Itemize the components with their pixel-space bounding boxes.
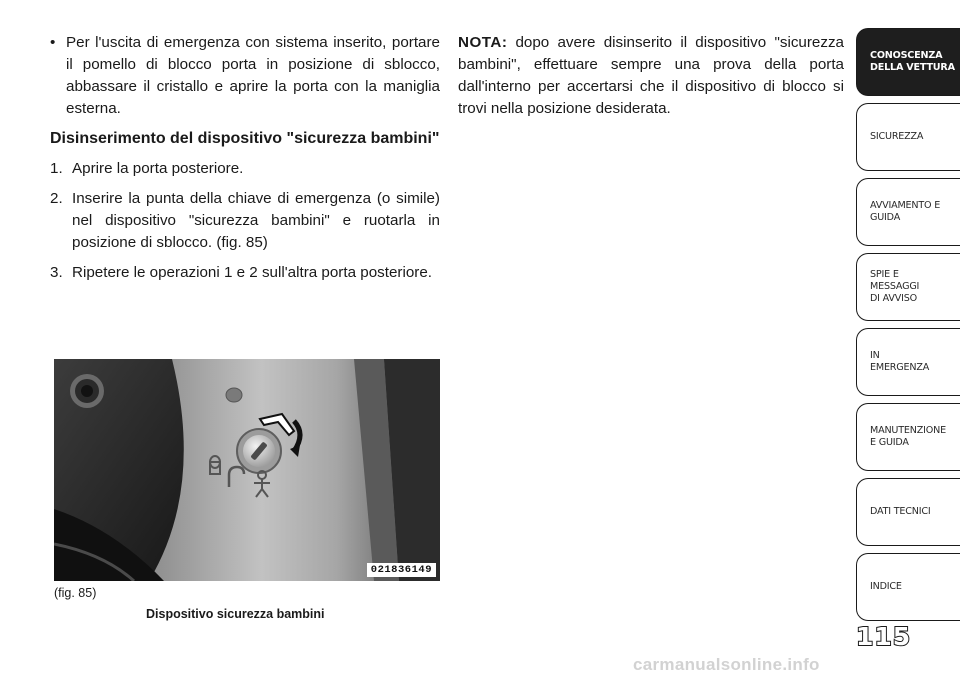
- figure-code: 021836149: [367, 563, 436, 577]
- step-number: 1.: [50, 160, 63, 177]
- door-edge-photo: [54, 359, 440, 581]
- step-text: Ripetere le operazioni 1 e 2 sull'altra porta posteriore.: [72, 264, 433, 281]
- tab-dati-tecnici[interactable]: DATI TECNICI: [856, 478, 960, 546]
- step-text: Inserire la punta della chiave di emergenza (o simile) nel dispositivo "sicurezza bambini" e ruotarla in posizione di sblocco. (fig. 85): [72, 190, 440, 251]
- chapter-tabs: [856, 28, 960, 628]
- bullet-item: [50, 32, 440, 120]
- step-number: 3.: [50, 264, 63, 281]
- tab-manutenzione[interactable]: MANUTENZIONE E GUIDA: [856, 403, 960, 471]
- bullet-text: Per l'uscita di emergenza con sistema inserito, portare il pomello di blocco porta in posizione di sblocco, abbassare il cristallo e aprire la porta con la maniglia esterna.: [66, 34, 440, 117]
- tab-avviamento-e-guida[interactable]: AVVIAMENTO E GUIDA: [856, 178, 960, 246]
- section-heading: Disinserimento del dispositivo "sicurezza bambini": [50, 130, 440, 147]
- page-number: 115: [856, 622, 912, 651]
- right-column: [458, 32, 844, 120]
- step-item: [50, 188, 440, 254]
- tab-in-emergenza[interactable]: IN EMERGENZA: [856, 328, 960, 396]
- step-number: 2.: [50, 190, 63, 207]
- tab-conoscenza-della-vettura[interactable]: CONOSCENZA DELLA VETTURA: [856, 28, 960, 96]
- step-item: [50, 158, 440, 180]
- tab-indice[interactable]: INDICE: [856, 553, 960, 621]
- tab-spie-e-messaggi[interactable]: SPIE E MESSAGGI DI AVVISO: [856, 253, 960, 321]
- figure-child-lock-photo: [54, 359, 440, 581]
- step-item: [50, 262, 440, 284]
- figure-reference: (fig. 85): [54, 586, 97, 600]
- watermark: carmanualsonline.info: [633, 655, 820, 674]
- note-text: dopo avere disinserito il dispositivo "sicurezza bambini", effettuare sempre una prova della porta dall'interno per accertarsi che il dispositivo di blocco si trovi nella posizione desiderata.: [458, 34, 844, 117]
- figure-caption: Dispositivo sicurezza bambini: [146, 607, 325, 621]
- bullet-icon: •: [50, 34, 56, 51]
- left-column: [50, 32, 440, 292]
- tab-sicurezza[interactable]: SICUREZZA: [856, 103, 960, 171]
- note-label: NOTA:: [458, 34, 508, 51]
- step-text: Aprire la porta posteriore.: [72, 160, 244, 177]
